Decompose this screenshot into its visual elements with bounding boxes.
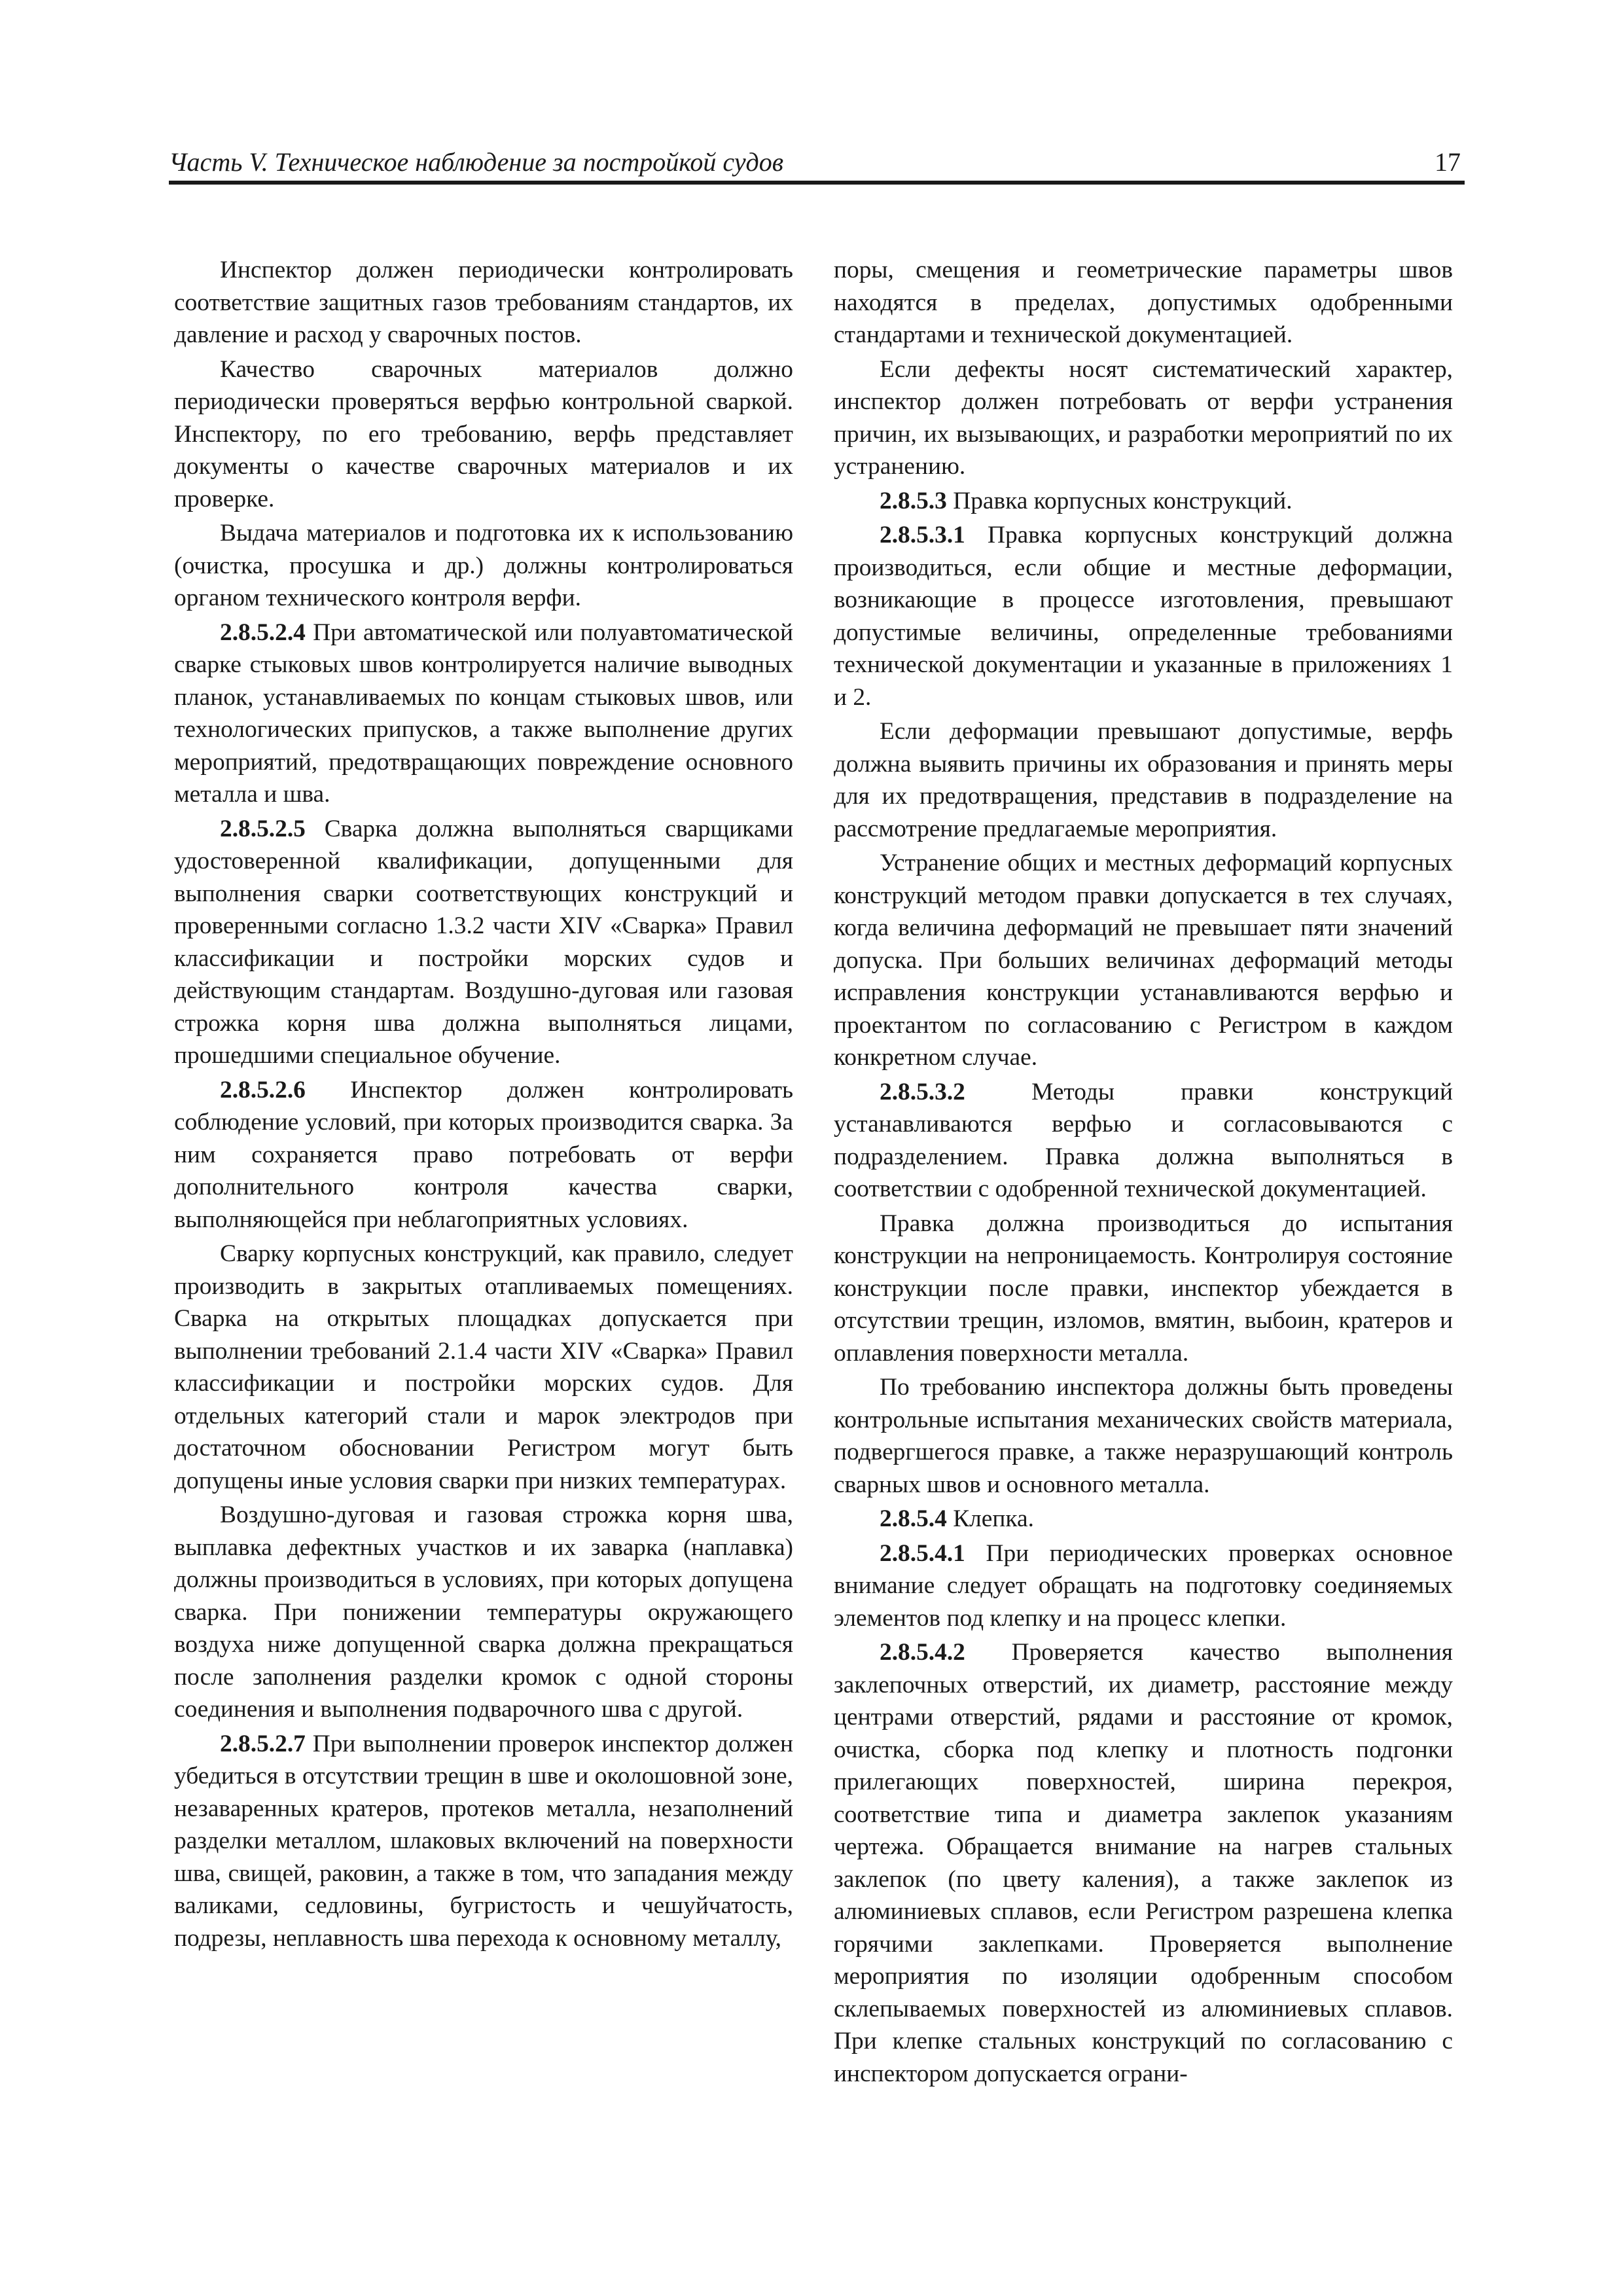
section-number: 2.8.5.3 — [880, 487, 947, 514]
paragraph-text: Устранение общих и местных деформаций корпусных конструкций методом правки допускается в тех случаях, когда величина деформаций не превышает пяти значений допуска. При больших величинах деформаций методы исправления конструкции устанавливаются верфью и проектантом по согласованию с Регистром в каждом конкретном случае. — [834, 850, 1453, 1071]
paragraph-text: Правка должна производиться до испытания конструкции на непроницаемость. Контролируя состояние конструкции после правки, инспектор убеждается в отсутствии трещин, изломов, вмятин, выбоин, кратеров и оплавления поверхности металла. — [834, 1210, 1453, 1367]
paragraph-text: По требованию инспектора должны быть проведены контрольные испытания механических свойств материала, подвергшегося правке, а также неразрушающий контроль сварных швов и основного металла. — [834, 1374, 1453, 1498]
paragraph-text: Воздушно-дуговая и газовая строжка корня шва, выплавка дефектных участков и их заварка (наплавка) должны производиться в условиях, при которых допущена сварка. При понижении температуры окружающего воздуха ниже допущенной сварка должна прекращаться после заполнения разделки кромок с одной стороны соединения и выполнения подварочного шва с другой. — [174, 1501, 793, 1723]
paragraph — [174, 1238, 793, 1497]
paragraph — [174, 254, 793, 351]
paragraph — [834, 353, 1453, 483]
paragraph-text: При выполнении проверок инспектор должен убедиться в отсутствии трещин в шве и околошовной зоне, незаваренных кратеров, протеков металла, незаполнений разделки металлом, шлаковых включений на поверхности шва, свищей, раковин, а также в том, что западания между валиками, седловины, бугристость и чешуйчатость, подрезы, неплавность шва перехода к основному металлу, — [174, 1730, 793, 1952]
section-number: 2.8.5.4 — [880, 1505, 947, 1532]
paragraph — [174, 1499, 793, 1726]
paragraph-text: Правка корпусных конструкций должна производиться, если общие и местные деформации, возникающие в процессе изготовления, превышают допустимые величины, определенные требованиями технической документации и указанные в приложениях 1 и 2. — [834, 522, 1453, 711]
paragraph — [174, 353, 793, 516]
paragraph-text: Качество сварочных материалов должно периодически проверяться верфью контрольной сваркой. Инспектору, по его требованию, верфь представляет документы о качестве сварочных материалов и их проверке. — [174, 355, 793, 512]
paragraph — [174, 517, 793, 615]
paragraph-text: Если деформации превышают допустимые, верфь должна выявить причины их образования и принять меры для их предотвращения, представив в подразделение на рассмотрение предлагаемые мероприятия. — [834, 718, 1453, 842]
section-number: 2.8.5.3.2 — [880, 1078, 965, 1105]
paragraph-text: Выдача материалов и подготовка их к использованию (очистка, просушка и др.) должны контролироваться органом технического контроля верфи. — [174, 520, 793, 611]
page-number: 17 — [1435, 147, 1461, 177]
paragraph-text: При автоматической или полуавтоматической сварке стыковых швов контролируется наличие выводных планок, устанавливаемых по концам стыковых швов, или технологических припусков, а также выполнение других мероприятий, предотвращающих повреждение основного металла и шва. — [174, 619, 793, 808]
section-number: 2.8.5.3.1 — [880, 522, 965, 548]
paragraph-text: поры, смещения и геометрические параметры швов находятся в пределах, допустимых одобренными стандартами и технической документацией. — [834, 257, 1453, 348]
section-number: 2.8.5.4.2 — [880, 1639, 965, 1666]
paragraph — [834, 1537, 1453, 1635]
paragraph — [834, 1076, 1453, 1206]
section-number: 2.8.5.2.5 — [220, 815, 306, 842]
paragraph-text: Правка корпусных конструкций. — [953, 487, 1293, 514]
paragraph — [834, 254, 1453, 351]
paragraph — [174, 813, 793, 1072]
section-number: 2.8.5.4.1 — [880, 1539, 965, 1567]
paragraph-text: Инспектор должен контролировать соблюдение условий, при которых производится сварка. За ним сохраняется право потребовать от верфи дополнительного контроля качества сварки, выполняющейся при неблагоприятных условиях. — [174, 1076, 793, 1233]
paragraph — [174, 1074, 793, 1236]
left-column — [174, 254, 793, 1956]
paragraph-text: Сварка должна выполняться сварщиками удостоверенной квалификации, допущенными для выполнения сварки соответствующих конструкций и проверенными согласно 1.3.2 части XIV «Сварка» Правил классификации и постройки морских судов и действующим стандартам. Воздушно-дуговая или газовая строжка корня шва должна выполняться лицами, прошедшими специальное обучение. — [174, 815, 793, 1069]
paragraph-text: Методы правки конструкций устанавливаются верфью и согласовываются с подразделением. Правка должна выполняться в соответствии с одобренной технической документацией. — [834, 1078, 1453, 1202]
paragraph-text: Инспектор должен периодически контролировать соответствие защитных газов требованиям стандартов, их давление и расход у сварочных постов. — [174, 257, 793, 348]
paragraph — [834, 1636, 1453, 2090]
running-header — [169, 144, 1465, 185]
paragraph — [834, 847, 1453, 1074]
section-number: 2.8.5.2.7 — [220, 1730, 306, 1757]
paragraph — [834, 1503, 1453, 1535]
section-number: 2.8.5.2.4 — [220, 619, 306, 646]
section-number: 2.8.5.2.6 — [220, 1076, 306, 1103]
paragraph-text: Проверяется качество выполнения заклепочных отверстий, их диаметр, расстояние между центрами отверстий, рядами и расстояние от кромок, очистка, сборка под клепку и плотность подгонки прилегающих поверхностей, ширина перекроя, соответствие типа и диаметра заклепок указаниям чертежа. Обращается внимание на нагрев стальных заклепок (по цвету каления), а также заклепок из алюминиевых сплавов, если Регистром разрешена клепка горячими заклепками. Проверяется выполнение мероприятия по изоляции одобренным способом склепываемых поверхностей из алюминиевых сплавов. При клепке стальных конструкций по согласованию с инспектором допускается ограни- — [834, 1639, 1453, 2087]
paragraph — [174, 617, 793, 811]
paragraph — [834, 1208, 1453, 1370]
paragraph-text: Если дефекты носят систематический характер, инспектор должен потребовать от верфи устранения причин, их вызывающих, и разработки мероприятий по их устранению. — [834, 355, 1453, 480]
paragraph-text: При периодических проверках основное внимание следует обращать на подготовку соединяемых элементов под клепку и на процесс клепки. — [834, 1539, 1453, 1632]
paragraph — [834, 1371, 1453, 1501]
paragraph-text: Клепка. — [953, 1505, 1034, 1532]
header-title: Часть V. Техническое наблюдение за постройкой судов — [169, 147, 784, 177]
paragraph — [834, 715, 1453, 845]
paragraph-text: Сварку корпусных конструкций, как правило, следует производить в закрытых отапливаемых помещениях. Сварка на открытых площадках допускается при выполнении требований 2.1.4 части XIV «Сварка» Правил классификации и постройки морских судов. Для отдельных категорий стали и марок электродов при достаточном обосновании Регистром могут быть допущены иные условия сварки при низких температурах. — [174, 1240, 793, 1494]
paragraph — [834, 519, 1453, 713]
paragraph — [834, 485, 1453, 518]
right-column — [834, 254, 1453, 2092]
paragraph — [174, 1728, 793, 1955]
